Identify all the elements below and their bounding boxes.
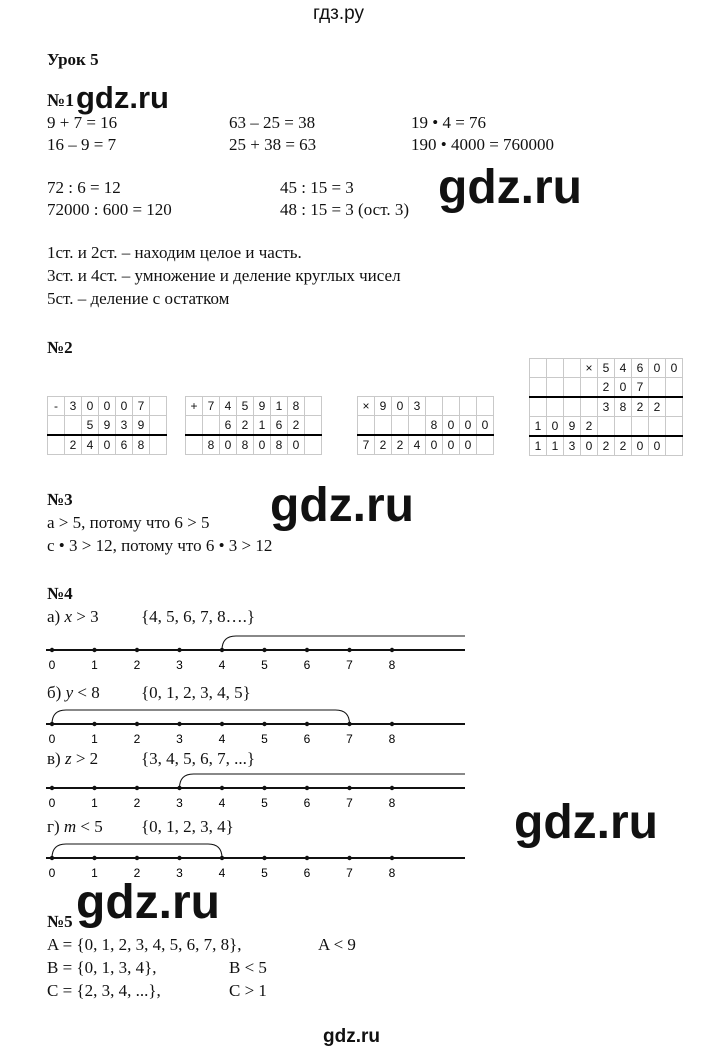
tick-label: 8 [388, 658, 396, 672]
set-cond: C > 1 [229, 981, 267, 1000]
tick-point [305, 856, 309, 860]
tick-label: 2 [133, 796, 141, 810]
task4-label: №4 [47, 584, 73, 603]
solution-arc [52, 710, 350, 724]
tick-point [347, 856, 351, 860]
eq: 72 : 6 = 12 [47, 178, 121, 197]
watermark: gdz.ru [438, 161, 582, 214]
eq: 45 : 15 = 3 [280, 178, 354, 197]
set-line: B = {0, 1, 3, 4}, [47, 958, 157, 977]
tick-label: 3 [176, 658, 183, 672]
tick-label: 6 [303, 732, 311, 746]
eq: 48 : 15 = 3 (ост. 3) [280, 200, 410, 219]
inequality-a: а) x > 3 [47, 607, 99, 626]
tick-point [262, 648, 266, 652]
tick-label: 2 [133, 658, 141, 672]
tick-point [305, 722, 309, 726]
set-c: {3, 4, 5, 6, 7, ...} [141, 749, 256, 768]
watermark: gdz.ru [270, 479, 414, 532]
tick-label: 8 [388, 796, 396, 810]
number-line-b [44, 704, 469, 748]
eq: 63 – 25 = 38 [229, 113, 316, 132]
tick-label: 6 [303, 658, 311, 672]
task2-label: №2 [47, 338, 73, 357]
tick-point [50, 648, 54, 652]
tick-point [92, 648, 96, 652]
set-b: {0, 1, 2, 3, 4, 5} [141, 683, 251, 702]
set-line: A = {0, 1, 2, 3, 4, 5, 6, 7, 8}, [47, 935, 242, 954]
tick-point [305, 786, 309, 790]
task5-label: №5 [47, 912, 73, 931]
number-line-c [44, 768, 469, 812]
task1-label: №1 [47, 90, 75, 110]
tick-label: 4 [218, 658, 226, 672]
tick-point [347, 648, 351, 652]
multiplication-column-2: × 5 4 6 0 0 2 0 7 3 8 2 2 1 0 9 2 1 1 3 0 2 2 0 0 [529, 358, 683, 456]
site-header: гдз.ру [313, 3, 365, 24]
tick-label: 5 [261, 796, 268, 810]
tick-label: 8 [388, 866, 396, 880]
set-d: {0, 1, 2, 3, 4} [141, 817, 234, 836]
tick-point [50, 786, 54, 790]
tick-label: 3 [176, 796, 183, 810]
eq: 19 • 4 = 76 [411, 113, 487, 132]
tick-label: 5 [261, 732, 268, 746]
multiplication-column-1: × 9 0 3 8 0 0 0 7 2 2 4 0 0 0 [357, 396, 494, 455]
tick-label: 3 [176, 732, 183, 746]
tick-point [177, 648, 181, 652]
number-line-svg [44, 630, 469, 674]
tick-label: 2 [133, 732, 141, 746]
tick-label: 7 [346, 732, 353, 746]
set-cond: A < 9 [318, 935, 356, 954]
tick-label: 6 [303, 796, 311, 810]
site-footer: gdz.ru [323, 1026, 380, 1047]
number-line-a [44, 630, 469, 674]
tick-label: 4 [218, 866, 226, 880]
note: 5ст. – деление с остатком [47, 289, 230, 308]
number-line-svg [44, 704, 469, 748]
tick-point [135, 722, 139, 726]
tick-label: 0 [48, 658, 56, 672]
set-a: {4, 5, 6, 7, 8….} [141, 607, 256, 626]
eq: 190 • 4000 = 760000 [411, 135, 555, 154]
tick-point [220, 722, 224, 726]
subtraction-column: - 3 0 0 0 7 5 9 3 9 2 4 0 6 8 [47, 396, 167, 455]
set-cond: B < 5 [229, 958, 267, 977]
tick-point [347, 786, 351, 790]
tick-label: 0 [48, 732, 56, 746]
eq: 72000 : 600 = 120 [47, 200, 172, 219]
tick-label: 1 [91, 658, 98, 672]
task3-line: с • 3 > 12, потому что 6 • 3 > 12 [47, 536, 273, 555]
tick-label: 4 [218, 796, 226, 810]
eq: 16 – 9 = 7 [47, 135, 117, 154]
tick-point [262, 786, 266, 790]
tick-point [305, 648, 309, 652]
tick-label: 6 [303, 866, 311, 880]
tick-label: 0 [48, 796, 56, 810]
tick-point [262, 722, 266, 726]
tick-point [390, 722, 394, 726]
inequality-c: в) z > 2 [47, 749, 99, 768]
tick-label: 1 [91, 732, 98, 746]
tick-point [390, 856, 394, 860]
tick-label: 5 [261, 866, 268, 880]
tick-point [135, 786, 139, 790]
tick-label: 0 [48, 866, 56, 880]
tick-point [92, 856, 96, 860]
solution-arc [222, 636, 465, 650]
inequality-b: б) y < 8 [47, 683, 100, 702]
watermark: gdz.ru [76, 876, 220, 929]
tick-label: 7 [346, 796, 353, 810]
eq: 25 + 38 = 63 [229, 135, 317, 154]
tick-label: 8 [388, 732, 396, 746]
note: 1ст. и 2ст. – находим целое и часть. [47, 243, 302, 262]
eq: 9 + 7 = 16 [47, 113, 118, 132]
tick-label: 1 [91, 796, 98, 810]
tick-point [135, 856, 139, 860]
lesson-title: Урок 5 [47, 50, 99, 69]
task3-line: а > 5, потому что 6 > 5 [47, 513, 210, 532]
tick-label: 7 [346, 866, 353, 880]
task3-label: №3 [47, 490, 73, 509]
tick-label: 5 [261, 658, 268, 672]
addition-column: + 7 4 5 9 1 8 6 2 1 6 2 8 0 8 0 8 0 [185, 396, 322, 455]
note: 3ст. и 4ст. – умножение и деление круглых чисел [47, 266, 401, 285]
tick-point [177, 722, 181, 726]
tick-label: 4 [218, 732, 226, 746]
number-line-svg [44, 768, 469, 812]
tick-point [92, 722, 96, 726]
tick-point [177, 856, 181, 860]
tick-point [220, 786, 224, 790]
tick-label: 3 [176, 866, 183, 880]
set-line: C = {2, 3, 4, ...}, [47, 981, 161, 1000]
watermark: gdz.ru [76, 80, 169, 115]
tick-label: 7 [346, 658, 353, 672]
tick-point [262, 856, 266, 860]
tick-label: 1 [91, 866, 98, 880]
inequality-d: г) m < 5 [47, 817, 103, 836]
tick-point [135, 648, 139, 652]
tick-point [390, 648, 394, 652]
tick-point [92, 786, 96, 790]
watermark: gdz.ru [514, 796, 658, 849]
tick-point [390, 786, 394, 790]
tick-label: 2 [133, 866, 141, 880]
